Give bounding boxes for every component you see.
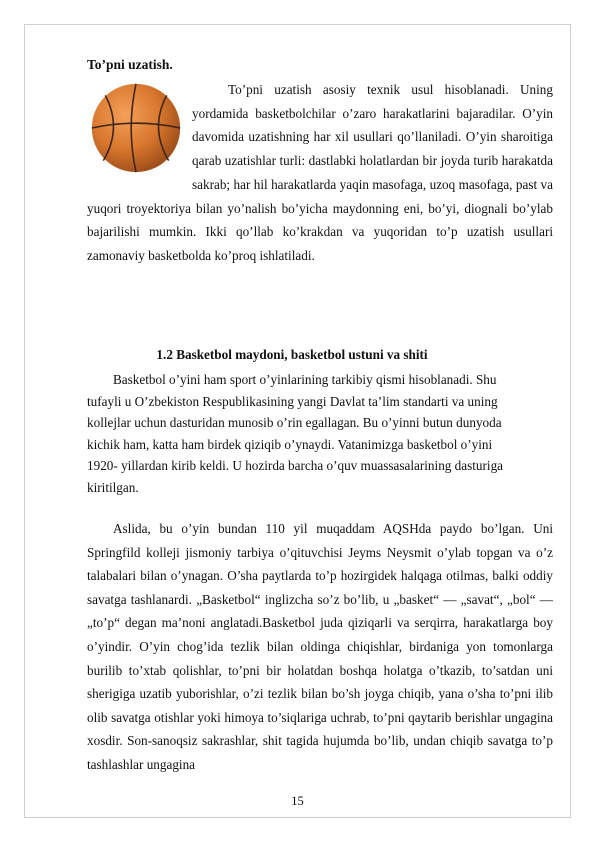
section-title-passing: To’pni uzatish. <box>87 57 173 72</box>
section-title-court: 1.2 Basketbol maydoni, basketbol ustuni va shiti <box>156 347 428 362</box>
paragraph-history-text: Aslida, bu o’yin bundan 110 yil muqaddam AQSHda paydo bo’lgan. Uni Springfild kolleji jismoniy tarbiya o’qituvchisi Jeyms Neysmit o’ylab topgan va o’z talabalari bilan o’ynagan. O’sha paytlarda to’p hozirgidek halqaga otilmas, balki oddiy savatga tashlanardi. „Basketbol“ inglizcha so’z bo’lib, u „basket“ — „savat“, „bol“ — „to’p“ degan ma’noni anglatadi.Basketbol juda qiziqarli va serqirra, harakatlarga boy o’yindir. O’yin chog’ida tezlik bilan oldinga chiqishlar, birdaniga yon tomonlarga burilib to’xtab qolishlar, to’pni bir holatdan boshqa holatga o’tkazib, to’satdan uni sherigiga uzatib yuborishlar, o’zi tezlik bilan bo’sh joyga chiqib, yana o’sha to’pni ilib olib savatga otishlar yoki himoya to’siqlariga uchrab, to’pni qaytarib berishlar ungagina xosdir. Son-sanoqsiz sakrashlar, shit tagida hujumda bo’lib, undan chiqib savatga to’p tashlashlar ungagina <box>87 521 553 772</box>
intro-line: tufayli u O’zbekiston Respublikasining yangi Davlat ta’lim standarti va uning <box>87 393 498 409</box>
paragraph-intro <box>87 369 527 498</box>
intro-line: kiritilgan. <box>87 479 139 495</box>
intro-line: 1920- yillardan kirib keldi. U hozirda barcha o’quv muassasalarining dasturiga <box>87 458 504 473</box>
intro-line: kollejlar uchun dasturidan munosib o’rin egallagan. Bu o’yinni butun dunyoda <box>87 415 502 430</box>
page-number: 15 <box>291 794 304 808</box>
paragraph-history <box>87 517 553 777</box>
paragraph-passing-text: To’pni uzatish asosiy texnik usul hisoblanadi. Uning yordamida basketbolchilar o’zaro harakatlarini bajaradilar. O’yin davomida uzatishning har xil usullari qo’llaniladi. O’yin sharoitiga qarab uzatishlar turli: dastlabki holatlardan bir joyda turib harakatda sakrab; har hil harakatlarda yaqin masofaga, uzoq masofaga, past va yuqori troyektoriya bilan yo’nalish bo’yicha maydonning eni, bo’yi, diognali bo’ylab bajarilishi mumkin. Ikki qo’llab ko’krakdan va yuqoridan to’p uzatish usullari zamonaviy basketbolda ko’proq ishlatiladi. <box>87 82 553 263</box>
paragraph-passing <box>87 78 553 268</box>
intro-line: kichik ham, katta ham birdek qiziqib o’ynaydi. Vatanimizga basketbol o’yini <box>87 436 493 452</box>
intro-line: Basketbol o’yini ham sport o’yinlarining tarkibiy qismi hisoblanadi. Shu <box>113 372 497 387</box>
